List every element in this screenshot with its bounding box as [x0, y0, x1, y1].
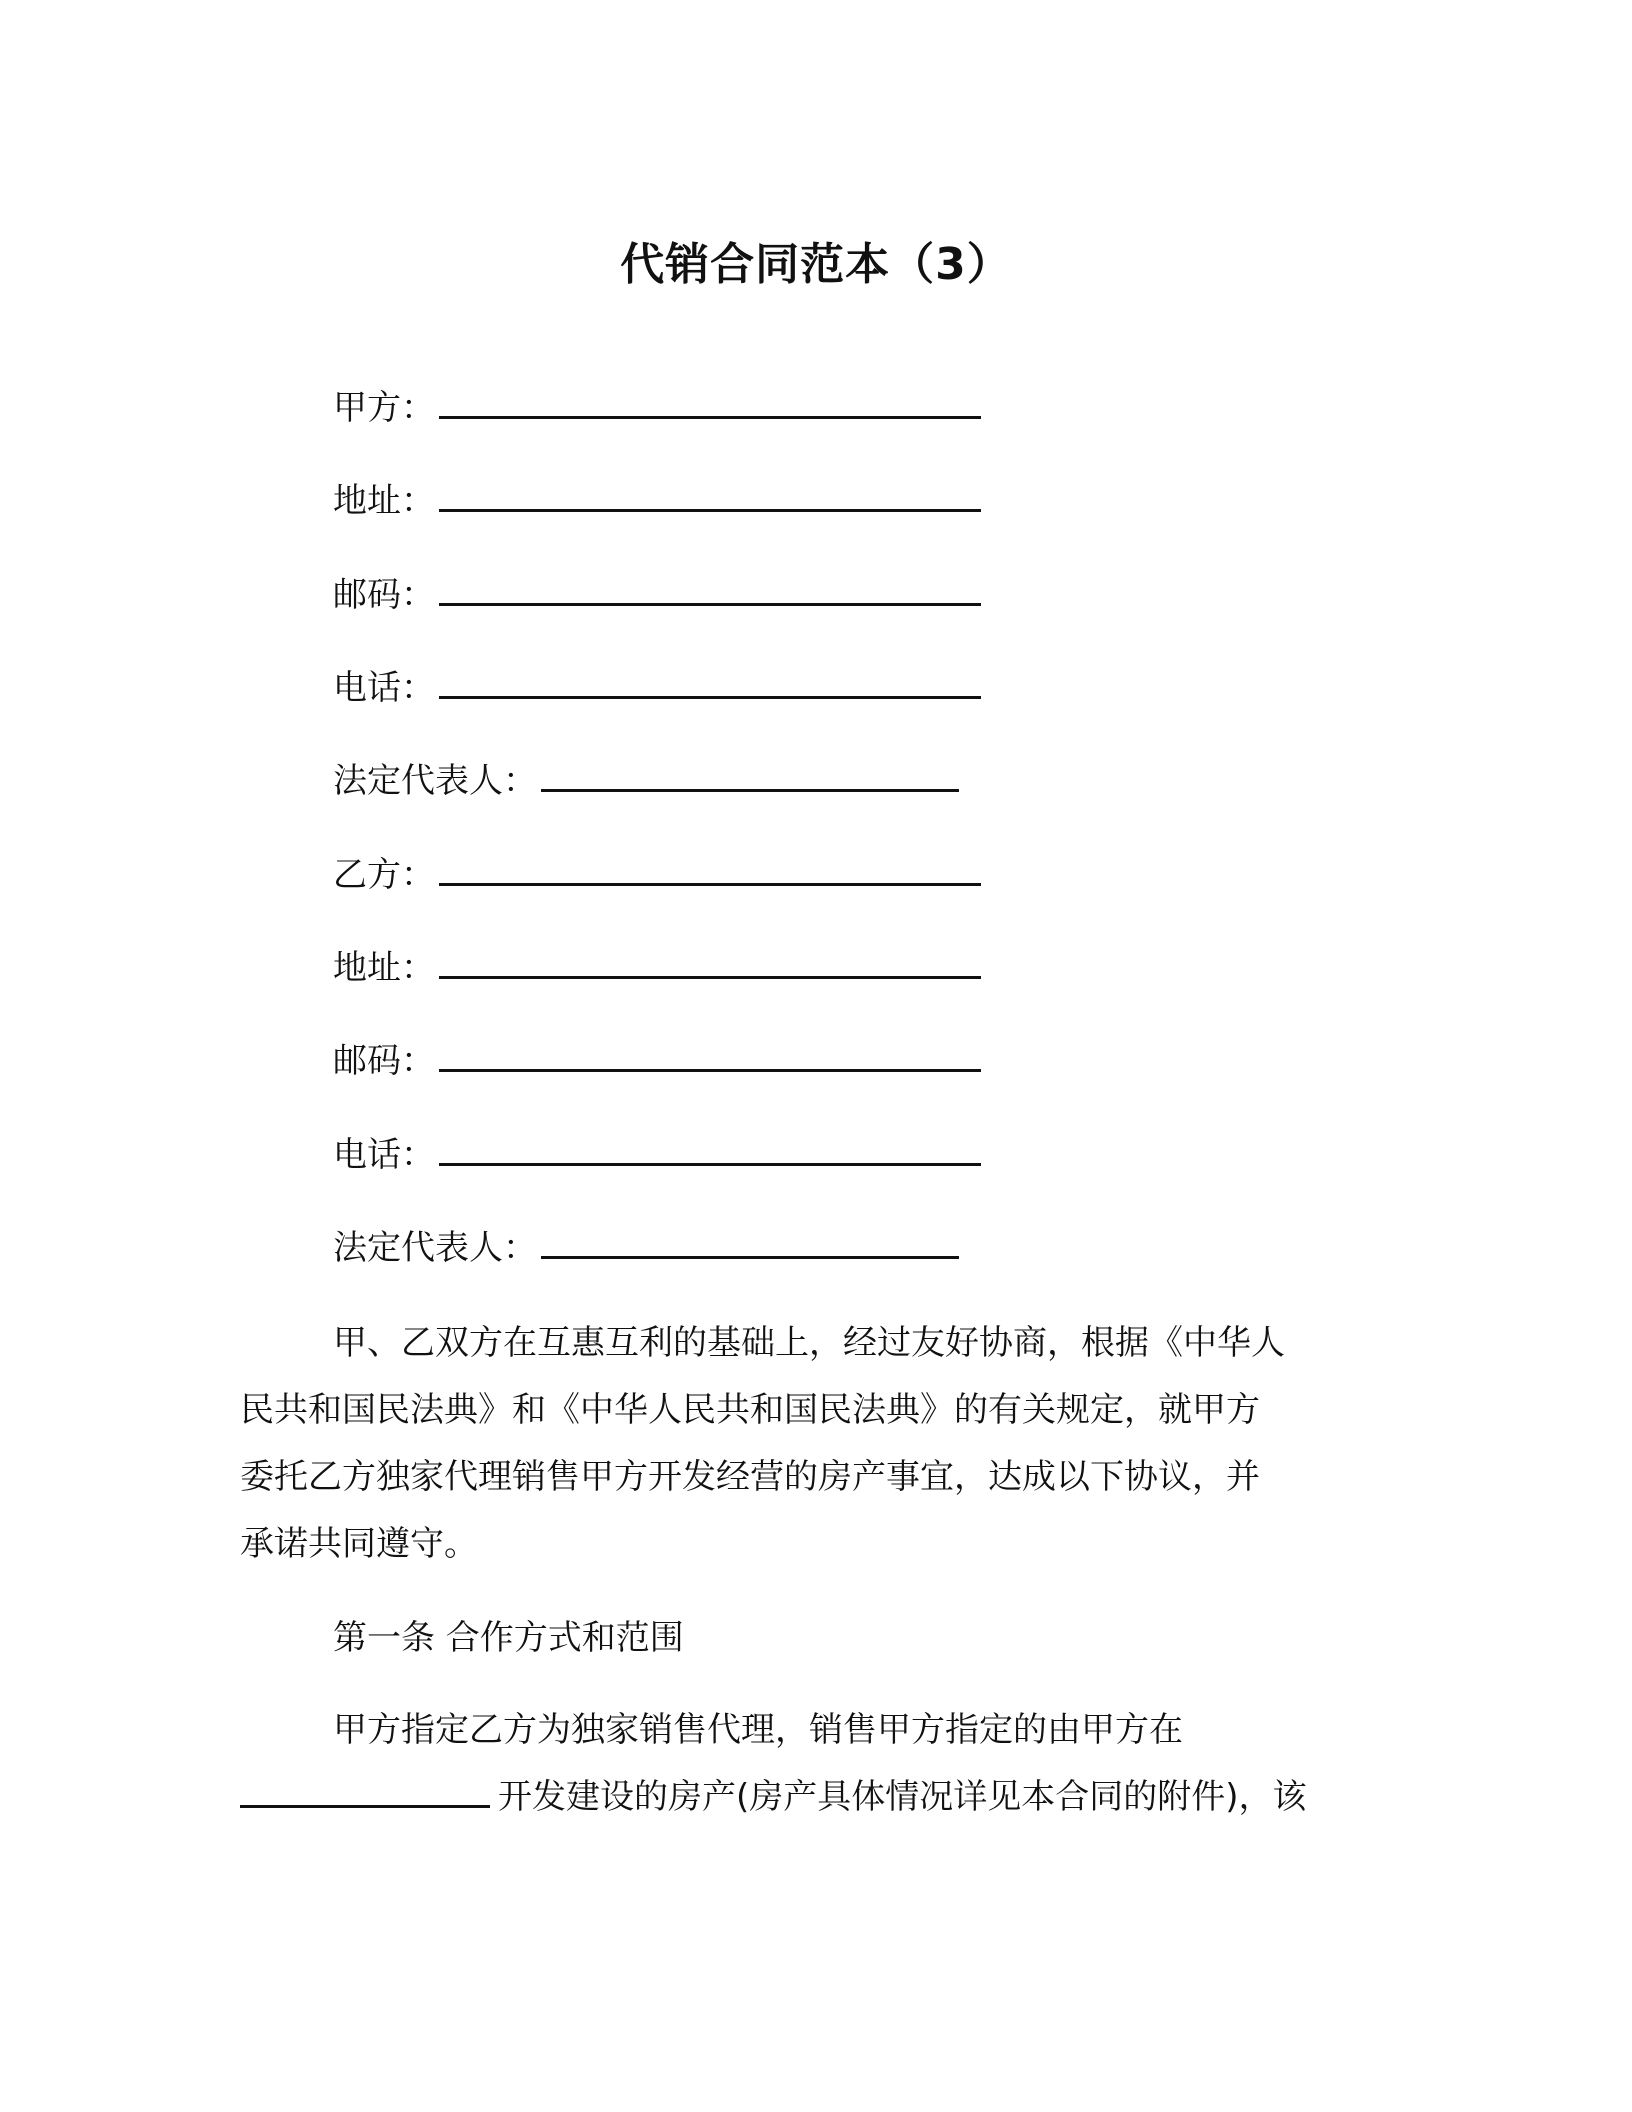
party-b-phone-field	[333, 1131, 981, 1179]
party-a-address-label: 地址：	[333, 481, 435, 521]
party-a-phone-field	[333, 664, 981, 712]
party-a-name-label: 甲方：	[333, 388, 435, 428]
party-b-postcode-field	[333, 1037, 981, 1085]
party-b-postcode-blank[interactable]	[439, 1039, 981, 1072]
party-a-phone-blank[interactable]	[439, 666, 981, 699]
article-1-line-2-wrap	[240, 1764, 1376, 1831]
party-a-postcode-label: 邮码：	[333, 575, 435, 615]
party-a-postcode-field	[333, 571, 981, 619]
party-a-legal-rep-field	[333, 757, 959, 805]
party-a-name-blank[interactable]	[439, 386, 981, 419]
party-b-name-field	[333, 851, 981, 899]
article-1-paragraph	[240, 1697, 1376, 1831]
preamble-line-2: 民共和国民法典》和《中华人民共和国民法典》的有关规定，就甲方	[240, 1390, 1260, 1430]
party-b-phone-label: 电话：	[333, 1135, 435, 1175]
party-b-name-label: 乙方：	[333, 855, 435, 895]
party-a-address-field	[333, 477, 981, 525]
party-b-postcode-label: 邮码：	[333, 1041, 435, 1081]
preamble-line-1: 甲、乙双方在互惠互利的基础上，经过友好协商，根据《中华人	[333, 1323, 1285, 1363]
party-a-legal-rep-label: 法定代表人：	[333, 761, 537, 801]
preamble-line-3: 委托乙方独家代理销售甲方开发经营的房产事宜，达成以下协议，并	[240, 1457, 1260, 1497]
article-1-line-1: 甲方指定乙方为独家销售代理，销售甲方指定的由甲方在	[333, 1710, 1183, 1750]
party-b-legal-rep-field	[333, 1224, 959, 1272]
party-a-legal-rep-blank[interactable]	[541, 759, 959, 792]
preamble-line-4: 承诺共同遵守。	[240, 1524, 478, 1564]
party-a-postcode-blank[interactable]	[439, 573, 981, 606]
document-title: 代销合同范本（3）	[620, 239, 1012, 290]
party-a-phone-label: 电话：	[333, 668, 435, 708]
article-1-line-2: 开发建设的房产(房产具体情况详见本合同的附件)，该	[498, 1777, 1307, 1817]
party-b-address-field	[333, 944, 981, 992]
party-b-legal-rep-blank[interactable]	[541, 1226, 959, 1259]
preamble-paragraph	[240, 1310, 1376, 1578]
party-b-name-blank[interactable]	[439, 853, 981, 886]
party-a-name-field	[333, 384, 981, 432]
party-b-legal-rep-label: 法定代表人：	[333, 1228, 537, 1268]
location-blank[interactable]	[240, 1775, 490, 1808]
party-b-address-blank[interactable]	[439, 946, 981, 979]
party-b-address-label: 地址：	[333, 948, 435, 988]
party-a-address-blank[interactable]	[439, 479, 981, 512]
article-1-heading: 第一条 合作方式和范围	[333, 1618, 684, 1658]
party-b-phone-blank[interactable]	[439, 1133, 981, 1166]
